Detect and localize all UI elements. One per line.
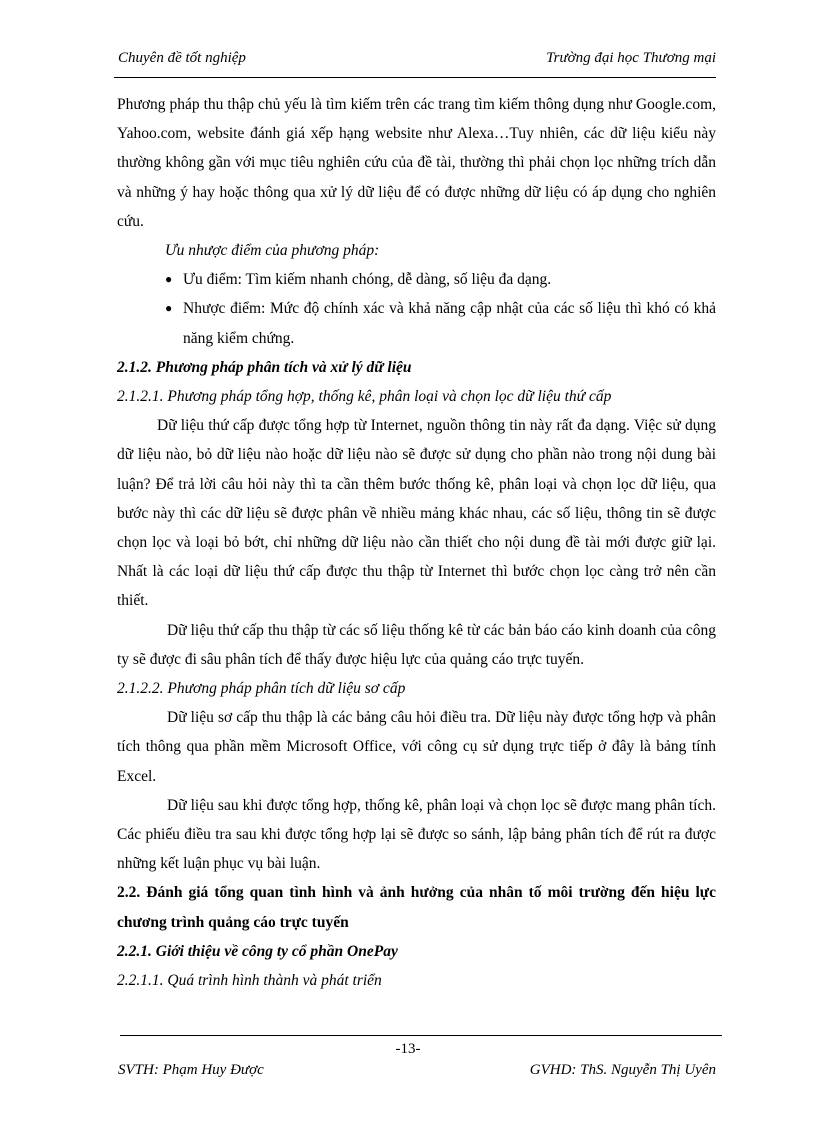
pros-cons-heading: Ưu nhược điểm của phương pháp:: [165, 242, 380, 260]
footer-student: SVTH: Phạm Huy Được: [118, 1062, 264, 1078]
section-heading-2-1-2-1: 2.1.2.1. Phương pháp tổng hợp, thống kê, phân loại và chọn lọc dữ liệu thứ cấp: [117, 388, 612, 406]
footer-divider: [120, 1035, 722, 1036]
footer-supervisor: GVHD: ThS. Nguyễn Thị Uyên: [529, 1062, 716, 1078]
paragraph-data-collection-method: Phương pháp thu thập chủ yếu là tìm kiếm trên các trang tìm kiếm thông dụng như Google.com, Yahoo.com, website đánh giá xếp hạng website như Alexa…Tuy nhiên, các dữ liệu kiểu này thường không gần với mục tiêu nghiên cứu của đề tài, thường thì phải chọn lọc những trích dẫn và những ý hay hoặc thông qua xử lý dữ liệu để có được những dữ liệu có áp dụng cho nghiên cứu.: [117, 96, 716, 230]
document-body: [117, 90, 716, 995]
section-heading-2-1-2: 2.1.2. Phương pháp phân tích và xử lý dữ liệu: [117, 358, 412, 376]
section-heading-2-2-1-1: 2.2.1.1. Quá trình hình thành và phát triển: [117, 972, 382, 990]
list-item-pros: [117, 265, 716, 294]
header-divider: [114, 77, 716, 78]
paragraph-secondary-data: Dữ liệu thứ cấp được tổng hợp từ Internet, nguồn thông tin này rất đa dạng. Việc sử dụng dữ liệu nào, bỏ dữ liệu nào hoặc dữ liệu nào sẽ được sử dụng cho phần nào trong nội dung bài luận? Để trả lời câu hỏi này thì ta cần thêm bước thống kê, phân loại và chọn lọc dữ liệu, qua bước này thì các dữ liệu sẽ được phân về nhiều mảng khác nhau, các số liệu, thông tin sẽ được chọn lọc và loại bỏ bớt, chỉ những dữ liệu nào cần thiết cho nội dung đề tài mới được giữ lại. Nhất là các loại dữ liệu thứ cấp được thu thập từ Internet thì bước chọn lọc càng trở nên cần thiết.: [117, 417, 716, 610]
paragraph-business-reports: Dữ liệu thứ cấp thu thập từ các số liệu thống kê từ các bản báo cáo kinh doanh của công ty sẽ được đi sâu phân tích để thấy được hiệu lực của quảng cáo trực tuyến.: [117, 621, 716, 668]
list-item-text: Nhược điểm: Mức độ chính xác và khả năng cập nhật của các số liệu thì khó có khả năng kiểm chứng.: [183, 300, 716, 347]
list-item-text: Ưu điểm: Tìm kiếm nhanh chóng, dễ dàng, số liệu đa dạng.: [183, 271, 552, 289]
header-document-type: Chuyên đề tốt nghiệp: [118, 50, 246, 66]
header-university: Trường đại học Thương mại: [546, 50, 716, 66]
page-number: -13-: [395, 1041, 421, 1057]
bullet-icon: ●: [165, 301, 173, 316]
section-heading-2-1-2-2: 2.1.2.2. Phương pháp phân tích dữ liệu sơ cấp: [117, 680, 406, 698]
paragraph-primary-data: Dữ liệu sơ cấp thu thập là các bảng câu hỏi điều tra. Dữ liệu này được tổng hợp và phân tích thông qua phần mềm Microsoft Office, với công cụ sử dụng trực tiếp ở đây là bảng tính Excel.: [117, 709, 716, 785]
section-heading-2-2: 2.2. Đánh giá tổng quan tình hình và ảnh hưởng của nhân tố môi trường đến hiệu lực chương trình quảng cáo trực tuyến: [117, 884, 716, 931]
pros-cons-list: [117, 265, 716, 353]
list-item-cons: [117, 294, 716, 352]
section-heading-2-2-1: 2.2.1. Giới thiệu về công ty cổ phần OnePay: [117, 942, 398, 960]
bullet-icon: ●: [165, 272, 173, 287]
paragraph-analysis: Dữ liệu sau khi được tổng hợp, thống kê, phân loại và chọn lọc sẽ được mang phân tích. Các phiếu điều tra sau khi được tổng hợp lại sẽ được so sánh, lập bảng phân tích để rút ra được những kết luận phục vụ bài luận.: [117, 796, 716, 873]
